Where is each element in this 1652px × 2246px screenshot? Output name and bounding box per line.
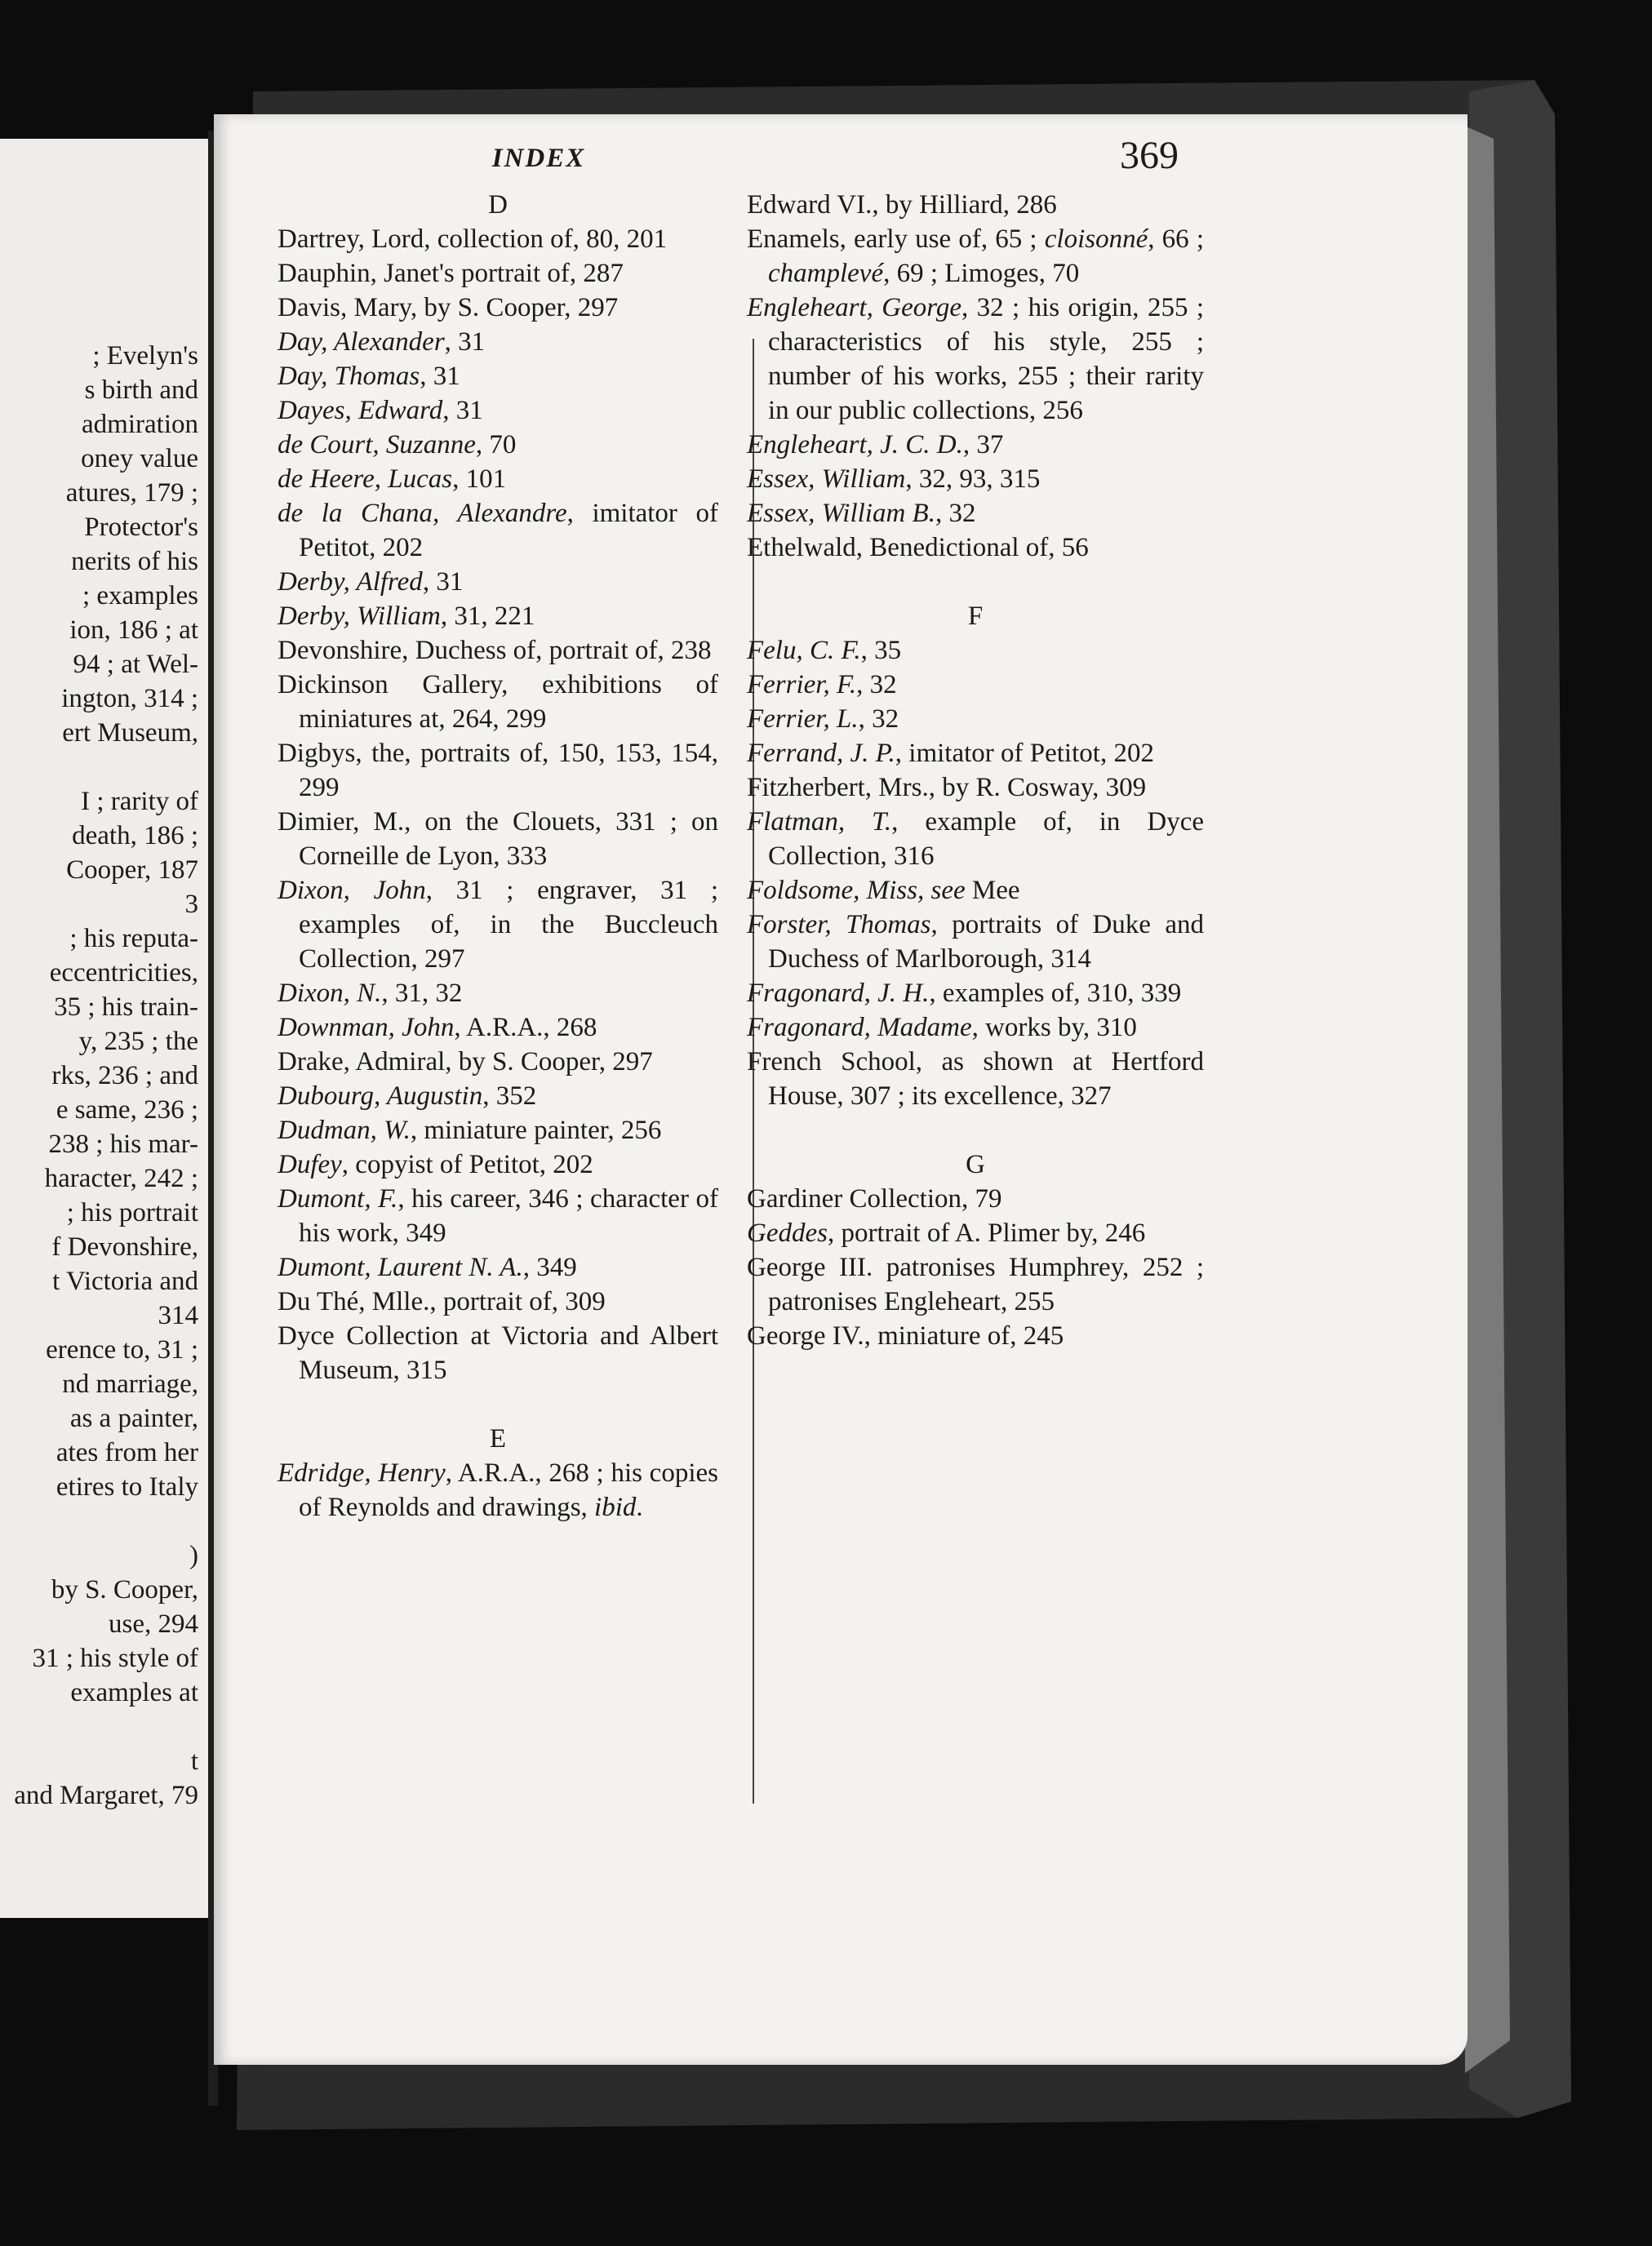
entry-text: Ethelwald, Benedictional of, 56 xyxy=(747,533,1089,562)
index-entry xyxy=(278,462,718,496)
index-entry xyxy=(278,393,718,428)
left-page-line: t Victoria and xyxy=(52,1267,198,1296)
entry-text: Digbys, the, portraits of, 150, 153, 154, 299 xyxy=(278,739,718,802)
entry-italic-text: Engleheart, J. C. D. xyxy=(747,430,963,459)
entry-italic-text: de Heere, Lucas xyxy=(278,464,453,494)
page-number: 369 xyxy=(1120,134,1179,177)
entry-text: Dickinson Gallery, exhibitions of miniatures at, 264, 299 xyxy=(278,670,718,734)
index-entry xyxy=(278,1045,718,1079)
index-entry xyxy=(747,462,1204,496)
left-page-line: ert Museum, xyxy=(62,718,198,748)
left-page-line: t xyxy=(190,1747,198,1776)
entry-text: Mee xyxy=(965,876,1020,905)
entry-text: , 31 xyxy=(442,396,483,425)
index-entry xyxy=(747,770,1204,805)
left-page-line: as a painter, xyxy=(69,1404,198,1433)
left-page-line: and Margaret, 79 xyxy=(14,1781,198,1810)
left-page-line: by S. Cooper, xyxy=(51,1575,198,1605)
index-entry xyxy=(747,805,1204,873)
entry-text: , 32 xyxy=(856,670,897,699)
left-page-line: use, 294 xyxy=(109,1609,198,1639)
section-letter: G xyxy=(966,1150,985,1179)
entry-text: , 31 xyxy=(420,362,460,391)
entry-text: , 101 xyxy=(452,464,507,494)
left-page-line: e same, 236 ; xyxy=(56,1095,198,1125)
entry-text: , 31 xyxy=(422,567,464,597)
index-entry xyxy=(278,668,718,736)
entry-text: , 32 xyxy=(858,704,899,734)
entry-italic-text: Derby, William xyxy=(278,601,441,631)
left-page-line: ates from her xyxy=(56,1438,198,1467)
entry-text: , 352 xyxy=(482,1081,537,1111)
index-entry xyxy=(278,1113,718,1147)
left-page-text xyxy=(0,339,198,1813)
entry-italic-text: Dubourg, Augustin xyxy=(278,1081,483,1111)
entry-text: Davis, Mary, by S. Cooper, 297 xyxy=(278,293,619,322)
left-page-line: ; Evelyn's xyxy=(92,341,198,371)
index-entry xyxy=(747,1250,1204,1319)
entry-italic-text: de la Chana, Alexandre xyxy=(278,499,567,528)
index-entry xyxy=(278,325,718,359)
entry-italic-text: Essex, William B. xyxy=(747,499,935,528)
entry-text: , 37 xyxy=(962,430,1004,459)
left-page-line: ington, 314 ; xyxy=(61,684,198,713)
left-page-line: 314 xyxy=(158,1301,198,1330)
left-page-line: 31 ; his style of xyxy=(32,1644,198,1673)
entry-italic-text: Day, Alexander xyxy=(278,327,445,357)
index-column-right xyxy=(747,188,1204,1353)
left-page-line xyxy=(0,750,198,784)
section-letter: F xyxy=(967,601,984,631)
index-entry xyxy=(278,1182,718,1250)
index-entry xyxy=(747,702,1204,736)
left-page-line: 94 ; at Wel- xyxy=(73,650,198,679)
entry-italic-text: Dayes, Edward xyxy=(278,396,443,425)
entry-text: , examples of, 310, 339 xyxy=(929,979,1182,1008)
entry-text: Du Thé, Mlle., portrait of, 309 xyxy=(278,1287,606,1316)
left-page-line: haracter, 242 ; xyxy=(44,1164,198,1193)
entry-text: , 66 ; xyxy=(1148,224,1204,254)
entry-text: Dartrey, Lord, collection of, 80, 201 xyxy=(278,224,668,254)
left-page xyxy=(0,139,208,1918)
entry-text: , 35 xyxy=(860,636,902,665)
entry-text: , his career, 346 ; character of his work, 349 xyxy=(299,1184,718,1248)
entry-text: , 31 ; engraver, 31 ; examples of, in the Buccleuch Collection, 297 xyxy=(299,876,719,974)
entry-italic-text: Downman, John xyxy=(278,1013,455,1042)
left-page-line: Cooper, 187 xyxy=(66,855,198,885)
entry-italic-text: Forster, Thomas xyxy=(747,910,931,939)
entry-text: French School, as shown at Hertford House, 307 ; its excellence, 327 xyxy=(747,1047,1204,1111)
index-entry xyxy=(747,668,1204,702)
entry-text: Devonshire, Duchess of, portrait of, 238 xyxy=(278,636,712,665)
entry-text: Edward VI., by Hilliard, 286 xyxy=(747,190,1057,220)
index-entry xyxy=(278,428,718,462)
left-page-line: ; examples xyxy=(82,581,198,610)
entry-text: , portraits of Duke and Duchess of Marlborough, 314 xyxy=(768,910,1204,974)
entry-italic-text: Dixon, John xyxy=(278,876,426,905)
index-entry xyxy=(278,222,718,256)
entry-text: Drake, Admiral, by S. Cooper, 297 xyxy=(278,1047,653,1076)
entry-text: , 69 ; Limoges, 70 xyxy=(883,259,1080,288)
index-column-left xyxy=(278,188,718,1525)
entry-italic-text: Ferrier, L. xyxy=(747,704,859,734)
entry-text: . xyxy=(636,1493,643,1522)
index-entry xyxy=(747,222,1204,291)
left-page-line: nerits of his xyxy=(71,547,198,576)
entry-italic-text: Edridge, Henry xyxy=(278,1458,446,1488)
entry-italic-text: Geddes xyxy=(747,1218,828,1248)
entry-text: , miniature painter, 256 xyxy=(410,1116,662,1145)
left-page-line: atures, 179 ; xyxy=(65,478,198,508)
entry-italic-text: Felu, C. F. xyxy=(747,636,861,665)
index-entry xyxy=(278,873,718,976)
left-page-line: ) xyxy=(189,1541,198,1570)
section-gap xyxy=(747,565,1204,599)
index-entry xyxy=(747,496,1204,530)
entry-text: , portrait of A. Plimer by, 246 xyxy=(827,1218,1146,1248)
entry-text: George IV., miniature of, 245 xyxy=(747,1321,1064,1351)
entry-text: , copyist of Petitot, 202 xyxy=(341,1150,593,1179)
entry-text: , A.R.A., 268 xyxy=(454,1013,597,1042)
entry-italic-text: Dudman, W. xyxy=(278,1116,411,1145)
left-page-line: ion, 186 ; at xyxy=(69,615,198,645)
index-entry xyxy=(278,1285,718,1319)
index-entry xyxy=(278,599,718,633)
index-entry xyxy=(747,633,1204,668)
index-entry xyxy=(747,873,1204,908)
entry-italic-text: Day, Thomas xyxy=(278,362,420,391)
index-entry xyxy=(747,428,1204,462)
left-page-line xyxy=(0,1504,198,1538)
index-entry xyxy=(747,188,1204,222)
entry-italic-text: cloisonné xyxy=(1044,224,1148,254)
entry-italic-text: Fragonard, Madame xyxy=(747,1013,972,1042)
index-entry xyxy=(278,359,718,393)
left-page-line: etires to Italy xyxy=(56,1472,198,1502)
entry-text: Fitzherbert, Mrs., by R. Cosway, 309 xyxy=(747,773,1147,802)
left-page-line: 35 ; his train- xyxy=(54,992,198,1022)
section-letter: E xyxy=(489,1424,507,1454)
entry-italic-text: Dumont, F. xyxy=(278,1184,398,1214)
index-entry xyxy=(278,256,718,291)
left-page-line: ; his portrait xyxy=(66,1198,198,1227)
left-page-line: eccentricities, xyxy=(49,958,198,988)
index-entry xyxy=(278,1319,718,1387)
left-page-line: I ; rarity of xyxy=(81,787,198,816)
left-page-line: admiration xyxy=(82,410,198,439)
entry-italic-text: Ferrand, J. P. xyxy=(747,739,895,768)
index-entry xyxy=(747,1045,1204,1113)
left-page-line: nd marriage, xyxy=(62,1369,198,1399)
left-page-line xyxy=(0,1710,198,1744)
entry-text: , imitator of Petitot, 202 xyxy=(895,739,1154,768)
index-entry xyxy=(278,1456,718,1525)
section-gap xyxy=(278,1387,718,1422)
entry-text: Enamels, early use of, 65 ; xyxy=(747,224,1045,254)
index-entry xyxy=(278,291,718,325)
index-entry xyxy=(278,736,718,805)
section-letter: D xyxy=(488,190,508,220)
index-entry xyxy=(278,1079,718,1113)
entry-italic-text: Dumont, Laurent N. A. xyxy=(278,1253,523,1282)
entry-text: , 32 ; his origin, 255 ; characteristics of his style, 255 ; number of his works, 255 ; their rarity in our public collections, 256 xyxy=(768,293,1204,425)
entry-text: Dyce Collection at Victoria and Albert Museum, 315 xyxy=(278,1321,718,1385)
entry-italic-text: Flatman, T. xyxy=(747,807,892,837)
index-entry xyxy=(747,530,1204,565)
left-page-line: oney value xyxy=(81,444,198,473)
entry-text: , 31 xyxy=(444,327,486,357)
index-entry xyxy=(278,565,718,599)
index-entry xyxy=(747,1216,1204,1250)
entry-italic-text: Derby, Alfred xyxy=(278,567,423,597)
left-page-line: 3 xyxy=(184,890,198,919)
entry-text: , 70 xyxy=(475,430,517,459)
entry-text: , 32, 93, 315 xyxy=(905,464,1041,494)
index-entry xyxy=(278,1147,718,1182)
left-page-line: examples at xyxy=(70,1678,198,1707)
left-page-line: Protector's xyxy=(84,513,198,542)
page-header: INDEX xyxy=(491,144,586,173)
left-page-line: 238 ; his mar- xyxy=(48,1130,198,1159)
left-page-line: s birth and xyxy=(84,375,198,405)
entry-italic-text: Dixon, N. xyxy=(278,979,382,1008)
entry-italic-text: ibid xyxy=(594,1493,637,1522)
left-page-line: y, 235 ; the xyxy=(78,1027,198,1056)
entry-italic-text: champlevé xyxy=(768,259,884,288)
entry-text: Gardiner Collection, 79 xyxy=(747,1184,1002,1214)
entry-italic-text: Foldsome, Miss, see xyxy=(747,876,966,905)
entry-text: , imitator of Petitot, 202 xyxy=(299,499,718,562)
entry-text: , works by, 310 xyxy=(971,1013,1137,1042)
section-gap xyxy=(747,1113,1204,1147)
entry-italic-text: Ferrier, F. xyxy=(747,670,857,699)
index-entry xyxy=(747,291,1204,428)
index-entry xyxy=(278,633,718,668)
index-entry xyxy=(747,1010,1204,1045)
index-entry xyxy=(747,1319,1204,1353)
index-entry xyxy=(278,1010,718,1045)
index-entry xyxy=(278,1250,718,1285)
entry-text: , A.R.A., 268 ; his copies of Reynolds and drawings, xyxy=(299,1458,718,1522)
entry-text: , 349 xyxy=(522,1253,577,1282)
entry-text: , example of, in Dyce Collection, 316 xyxy=(768,807,1204,871)
entry-italic-text: Engleheart, George xyxy=(747,293,962,322)
entry-italic-text: Fragonard, J. H. xyxy=(747,979,930,1008)
entry-text: George III. patronises Humphrey, 252 ; patronises Engleheart, 255 xyxy=(747,1253,1204,1316)
index-entry xyxy=(747,976,1204,1010)
entry-italic-text: Dufey xyxy=(278,1150,342,1179)
left-page-line: death, 186 ; xyxy=(72,821,198,850)
entry-italic-text: Essex, William xyxy=(747,464,906,494)
index-entry xyxy=(278,496,718,565)
entry-text: Dauphin, Janet's portrait of, 287 xyxy=(278,259,624,288)
index-entry xyxy=(747,908,1204,976)
index-entry xyxy=(278,976,718,1010)
entry-italic-text: de Court, Suzanne xyxy=(278,430,476,459)
entry-text: , 31, 221 xyxy=(440,601,535,631)
left-page-line: rks, 236 ; and xyxy=(51,1061,198,1090)
index-entry xyxy=(747,736,1204,770)
left-page-line: ; his reputa- xyxy=(69,924,198,953)
entry-text: Dimier, M., on the Clouets, 331 ; on Corneille de Lyon, 333 xyxy=(278,807,718,871)
index-entry xyxy=(278,805,718,873)
left-page-line: erence to, 31 ; xyxy=(46,1335,198,1365)
left-page-line: f Devonshire, xyxy=(51,1232,198,1262)
entry-text: , 32 xyxy=(935,499,976,528)
index-entry xyxy=(747,1182,1204,1216)
entry-text: , 31, 32 xyxy=(381,979,463,1008)
